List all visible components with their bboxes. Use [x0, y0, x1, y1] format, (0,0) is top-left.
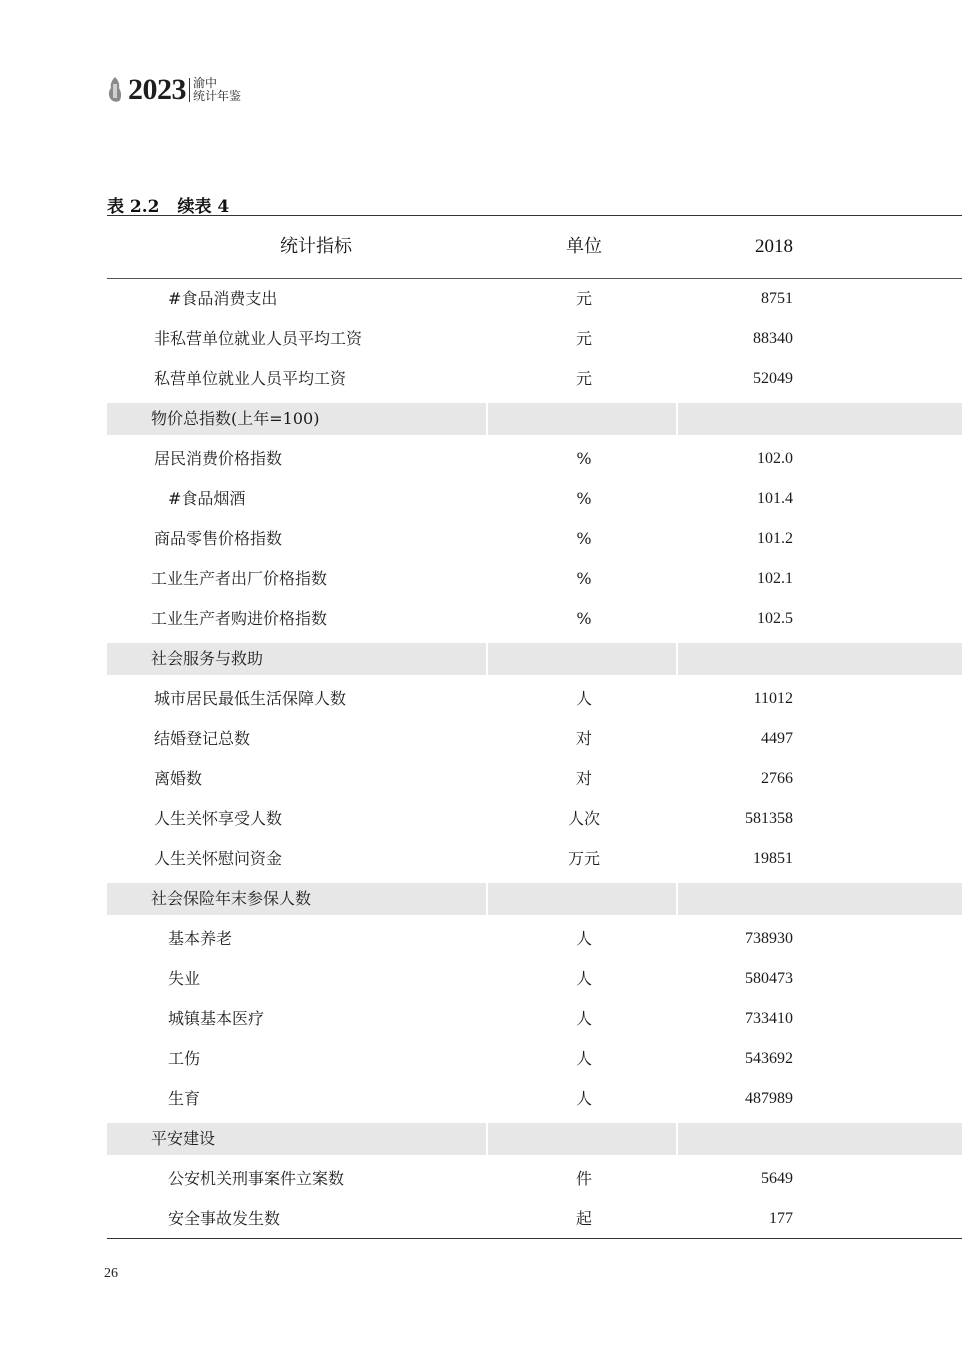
section-band	[488, 883, 676, 915]
table-row	[107, 603, 962, 643]
column-header-year: 2018	[755, 236, 793, 257]
indicator-name: #食品消费支出	[168, 289, 278, 308]
unit-cell: 元	[575, 369, 592, 388]
section-title: 社会服务与救助	[151, 649, 264, 668]
logo-separator	[189, 78, 190, 102]
indicator-name: 非私营单位就业人员平均工资	[154, 329, 363, 348]
section-row	[107, 1123, 962, 1163]
table-row	[107, 963, 962, 1003]
indicator-name: 生育	[168, 1089, 201, 1108]
unit-cell: 对	[575, 769, 592, 788]
column-header-indicator: 统计指标	[280, 236, 352, 257]
indicator-name: 商品零售价格指数	[154, 529, 283, 548]
value-cell: 19851	[753, 850, 793, 867]
value-cell: 101.4	[757, 490, 793, 507]
indicator-name: 人生关怀享受人数	[154, 809, 283, 828]
logo-year: 2023	[128, 73, 186, 106]
indicator-name: 结婚登记总数	[154, 729, 251, 748]
unit-cell: 万元	[567, 849, 600, 868]
unit-cell: 起	[575, 1209, 592, 1228]
value-cell: 543692	[745, 1050, 793, 1067]
indicator-name: 工业生产者出厂价格指数	[151, 569, 328, 588]
page-number: 26	[104, 1266, 118, 1281]
value-cell: 733410	[745, 1010, 793, 1027]
table-bottom-rule	[107, 1238, 962, 1239]
table-body	[107, 283, 962, 1243]
unit-cell: 件	[575, 1169, 592, 1188]
unit-cell: 人	[575, 689, 592, 708]
logo-text-line1: 渝中	[193, 76, 218, 90]
table-row	[107, 1043, 962, 1083]
table-header	[107, 216, 962, 278]
table-header-rule	[107, 278, 962, 279]
table-continuation: 续表 4	[177, 197, 230, 217]
value-cell: 102.0	[757, 450, 793, 467]
indicator-name: 公安机关刑事案件立案数	[168, 1169, 345, 1188]
table-row	[107, 363, 962, 403]
value-cell: 5649	[761, 1170, 793, 1187]
unit-cell: 人	[575, 1049, 592, 1068]
indicator-name: 居民消费价格指数	[154, 449, 283, 468]
table-row	[107, 1203, 962, 1243]
section-title: 社会保险年末参保人数	[151, 889, 312, 908]
unit-cell: 人次	[567, 809, 600, 828]
table-row	[107, 283, 962, 323]
value-cell: 738930	[745, 930, 793, 947]
section-band	[488, 643, 676, 675]
table-row	[107, 683, 962, 723]
unit-cell: 元	[575, 329, 592, 348]
value-cell: 581358	[745, 810, 793, 827]
table-row	[107, 923, 962, 963]
table-row	[107, 1003, 962, 1043]
table-row	[107, 443, 962, 483]
unit-cell: %	[576, 449, 592, 468]
unit-cell: %	[576, 489, 592, 508]
value-cell: 2766	[761, 770, 793, 787]
unit-cell: %	[576, 609, 592, 628]
indicator-name: 城市居民最低生活保障人数	[154, 689, 347, 708]
table-row	[107, 323, 962, 363]
pagoda-icon	[106, 76, 124, 104]
section-title: 物价总指数(上年=100)	[151, 409, 320, 428]
section-band	[678, 643, 962, 675]
table-row	[107, 1163, 962, 1203]
section-row	[107, 643, 962, 683]
value-cell: 8751	[761, 290, 793, 307]
table-row	[107, 723, 962, 763]
section-band	[488, 1123, 676, 1155]
value-cell: 102.5	[757, 610, 793, 627]
unit-cell: 人	[575, 929, 592, 948]
unit-cell: 对	[575, 729, 592, 748]
unit-cell: %	[576, 529, 592, 548]
table-row	[107, 483, 962, 523]
indicator-name: 城镇基本医疗	[168, 1009, 265, 1028]
value-cell: 88340	[753, 330, 793, 347]
indicator-name: 离婚数	[154, 769, 203, 788]
yearbook-logo	[106, 74, 241, 106]
value-cell: 487989	[745, 1090, 793, 1107]
value-cell: 177	[769, 1210, 793, 1227]
unit-cell: 人	[575, 1089, 592, 1108]
indicator-name: 工伤	[168, 1049, 201, 1068]
value-cell: 11012	[753, 690, 793, 707]
section-band	[678, 883, 962, 915]
table-caption	[107, 192, 229, 217]
unit-cell: 人	[575, 1009, 592, 1028]
unit-cell: 元	[575, 289, 592, 308]
logo-text	[193, 77, 241, 103]
value-cell: 102.1	[757, 570, 793, 587]
indicator-name: #食品烟酒	[168, 489, 246, 508]
unit-cell: 人	[575, 969, 592, 988]
logo-text-line2: 统计年鉴	[193, 89, 242, 103]
value-cell: 580473	[745, 970, 793, 987]
indicator-name: 安全事故发生数	[168, 1209, 281, 1228]
section-band	[488, 403, 676, 435]
value-cell: 4497	[761, 730, 793, 747]
table-row	[107, 563, 962, 603]
section-band	[678, 403, 962, 435]
section-row	[107, 403, 962, 443]
indicator-name: 工业生产者购进价格指数	[151, 609, 328, 628]
section-title: 平安建设	[151, 1129, 216, 1148]
table-row	[107, 1083, 962, 1123]
value-cell: 52049	[753, 370, 793, 387]
indicator-name: 人生关怀慰问资金	[154, 849, 283, 868]
value-cell: 101.2	[757, 530, 793, 547]
column-header-unit: 单位	[566, 236, 602, 257]
table-row	[107, 843, 962, 883]
table-row	[107, 523, 962, 563]
indicator-name: 私营单位就业人员平均工资	[154, 369, 347, 388]
unit-cell: %	[576, 569, 592, 588]
section-row	[107, 883, 962, 923]
table-row	[107, 763, 962, 803]
indicator-name: 失业	[168, 969, 201, 988]
table-number: 表 2.2	[107, 197, 160, 217]
table-row	[107, 803, 962, 843]
indicator-name: 基本养老	[168, 929, 233, 948]
section-band	[678, 1123, 962, 1155]
